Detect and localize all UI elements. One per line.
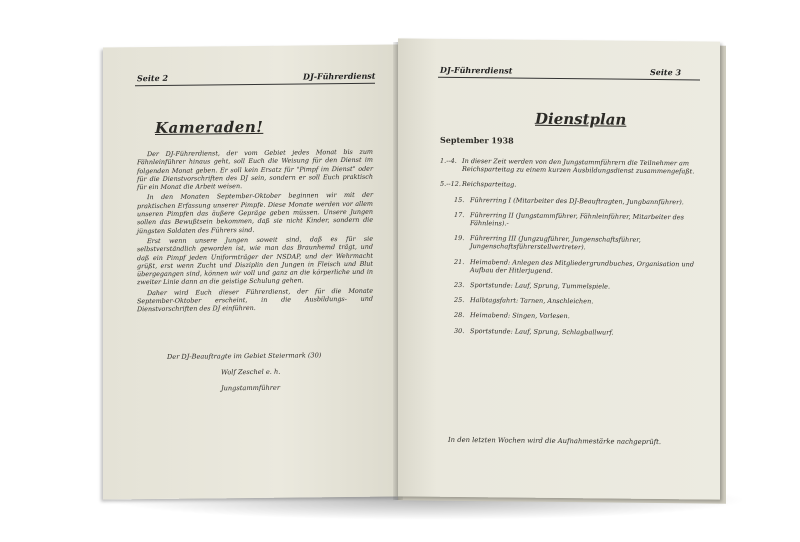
left-running-header: DJ-Führerdienst	[303, 70, 376, 82]
right-running-header: DJ-Führerdienst	[440, 64, 513, 76]
right-header-rule	[438, 77, 700, 81]
schedule-entry	[440, 326, 702, 337]
schedule-entry-date: 1.--4.	[440, 156, 457, 165]
paragraph: Der DJ-Führerdienst, der vom Gebiet jedes Monat bis zum Fähnleinführer hinaus geht, soll Euch die Weisung für den Dienst im folgenden Monat geben. Er soll kein Ersatz für "Pimpf im Dienst" oder für die Dienstvorschriften des DJ sein, sondern er soll Euch praktisch für ein Monat die Arbeit weisen.	[137, 147, 373, 192]
right-page-title: Dienstplan	[535, 109, 627, 129]
right-page-number: Seite 3	[650, 66, 682, 78]
schedule-entry-text: Führerring I (Mitarbeiter des DJ-Beauftragten, Jungbannführer).	[470, 195, 684, 206]
schedule-entry-text: Führerring II (Jungstammführer, Fähnleinführer, Mitarbeiter des Fähnleins).-	[470, 210, 684, 228]
schedule-entry	[440, 180, 702, 191]
schedule-entry-date: 25.	[454, 296, 465, 305]
schedule-entry-date: 21.	[454, 257, 465, 266]
right-page	[398, 38, 720, 499]
schedule-entry-text: Reichsparteitag.	[462, 180, 517, 189]
schedule-entry	[440, 157, 702, 176]
schedule-entry	[440, 281, 702, 292]
schedule-month: September 1938	[440, 134, 514, 146]
schedule-entry-text: Heimabend: Anlegen des Mitgliedergrundbuches, Organisation und Aufbau der Hitlerjugend.	[470, 257, 694, 275]
left-page-body	[137, 148, 373, 316]
paragraph: In den Monaten September-Oktober beginnen wir mit der praktischen Erfassung unserer Pimpfe. Diese Monate werden vor allem unseren Pimpfen das äußere Gepräge geben müssen. Unsere Jungen sollen das Bewußtsein bekommen, daß sie nicht Kinder, sondern die jüngsten Soldaten des Führers sind.	[137, 191, 373, 235]
schedule-entry-date: 28.	[454, 311, 465, 320]
paragraph: Daher wird Euch dieser Führerdienst, der für die Monate September-Oktober erscheint, in die Ausbildungs- und Dienstvorschriften des DJ einführen.	[137, 286, 373, 314]
schedule-entry	[440, 296, 702, 307]
left-header-rule	[135, 83, 375, 87]
schedule-entry	[440, 234, 702, 253]
signature-office: Der DJ-Beauftragte im Gebiet Steiermark (30)	[167, 351, 322, 361]
schedule-entry	[440, 311, 702, 322]
left-page-title: Kameraden!	[155, 117, 264, 138]
paragraph: Erst wenn unsere Jungen soweit sind, daß es für sie selbstverständlich geworden ist, wie man das Braunhemd trägt, und daß ein Pimpf jeden Uniformträger der NSDAP, und der Wehrmacht grüßt, erst wenn Zucht und Disziplin den Jungen in Fleisch und Blut übergegangen sind, können wir voll und ganz an die körperliche und in zweiter Linie dann an die geistige Schulung gehen.	[137, 234, 373, 287]
schedule-entry-date: 5.--12.	[440, 180, 461, 189]
schedule-entry-text: Führerring III (Jungzugführer, Jungenschaftsführer, Jungenschaftsführerstellvertreter).	[470, 234, 641, 252]
schedule-entry-text: Sportstunde: Lauf, Sprung, Tummelspiele.	[470, 281, 611, 291]
schedule-entry-text: Halbtagsfahrt: Tarnen, Anschleichen.	[470, 296, 594, 306]
schedule-entry	[440, 257, 702, 276]
schedule-entry-text: Heimabend: Singen, Vorlesen.	[470, 311, 570, 321]
schedule-entry-date: 15.	[454, 195, 465, 204]
left-page	[103, 44, 399, 499]
schedule-list	[440, 157, 702, 345]
signature-rank: Jungstammführer	[221, 383, 280, 393]
schedule-entry-text: Sportstunde: Lauf, Sprung, Schlagballwurf.	[470, 326, 614, 337]
schedule-entry-date: 30.	[454, 326, 465, 335]
schedule-entry	[440, 211, 702, 230]
schedule-footer-note: In den letzten Wochen wird die Aufnahmestärke nachgeprüft.	[448, 435, 662, 447]
schedule-entry-date: 23.	[454, 280, 465, 290]
left-page-number: Seite 2	[137, 72, 169, 84]
schedule-entry-date: 19.	[454, 234, 465, 243]
schedule-entry	[440, 195, 702, 206]
signature-name: Wolf Zeschel e. h.	[221, 367, 281, 377]
schedule-entry-date: 17.	[454, 210, 465, 219]
schedule-entry-text: In dieser Zeit werden von den Jungstammführern die Teilnehmer am Reichsparteitag zu einem kurzen Ausbildungsdienst zusammengefaßt.	[462, 156, 695, 176]
